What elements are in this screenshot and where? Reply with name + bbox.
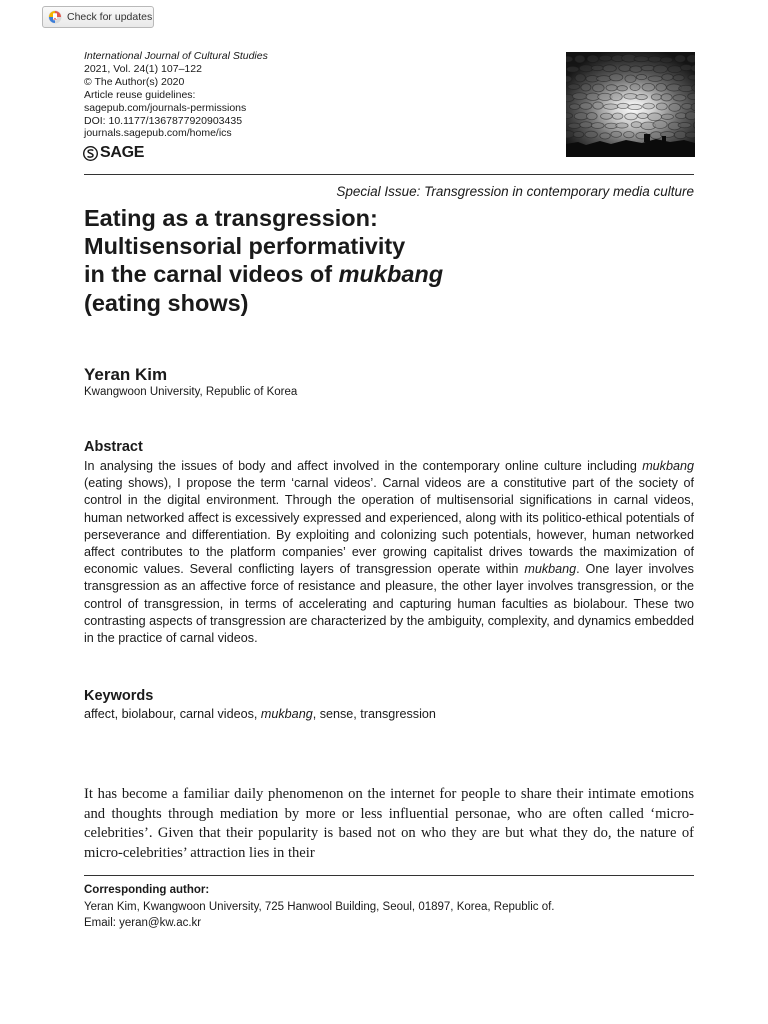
check-for-updates-button[interactable] [42,6,154,28]
abstract-emphasis-2: mukbang [524,562,577,577]
doi[interactable]: DOI: 10.1177/1367877920903435 [84,114,243,127]
corresponding-email[interactable]: Email: yeran@kw.ac.kr [84,917,202,929]
body-paragraph: It has become a familiar daily phenomenon on the internet for people to share their intimate emotions and thoughts through mediation by more or less influential personae, who are often called ‘micro-celebrities’. Given that their popularity is based not on who they are but what they do, the nature of micro-celebrities’ attraction lies in their [84,786,694,861]
title-emphasis: mukbang [338,261,444,288]
title-line-3 [84,260,443,288]
keywords-heading: Keywords [84,688,154,704]
sage-logo [83,144,144,162]
corresponding-author-heading: Corresponding author: [84,884,210,896]
title-line-2: Multisensorial performativity [84,233,406,260]
crossmark-icon [48,10,62,24]
keywords-list [84,707,436,721]
abstract-emphasis-1: mukbang [642,459,694,473]
keywords-part-3: , sense, transgression [312,707,436,721]
copyright: © The Author(s) 2020 [84,75,185,88]
footnote-rule [84,875,694,876]
reuse-guidelines: Article reuse guidelines: [84,88,196,101]
header-rule [84,174,694,175]
title-line-1: Eating as a transgression: [84,205,378,231]
article-title [84,204,443,317]
abstract-heading: Abstract [84,439,143,455]
journal-homepage-link[interactable]: journals.sagepub.com/home/ics [84,127,232,140]
title-line-3-text: in the carnal videos of [84,261,339,288]
check-for-updates-label: Check for updates [67,11,153,23]
permissions-link[interactable]: sagepub.com/journals-permissions [84,101,247,114]
abstract-text [84,458,694,647]
abstract-part-1: In analysing the issues of body and affect involved in the contemporary online culture including [84,459,643,473]
special-issue-label: Special Issue: Transgression in contemporary media culture [336,184,694,199]
title-line-4: (eating shows) [84,289,249,316]
journal-name: International Journal of Cultural Studies [84,50,268,62]
author-name: Yeran Kim [84,365,168,384]
sage-s-icon [83,146,98,161]
author-affiliation: Kwangwoon University, Republic of Korea [84,386,298,398]
volume-info: 2021, Vol. 24(1) 107–122 [84,62,202,75]
keywords-emphasis: mukbang [260,707,313,721]
abstract-part-2: (eating shows), I propose the term ‘carnal videos’. Carnal videos are a constitutive part of the society of control in the digital environment. Through the operation of multisensorial significations in carnal videos, human networked affect is excessively expressed and experienced, along with its politico-ethical potentials of perseverance and differentiation. By exploiting and colonizing such potentials, however, human networked affect contributes to the platform companies’ ever growing capitalist drives towards the maximization of economic values. Several conflicting layers of transgression operate within [84,476,694,577]
sage-wordmark: SAGE [100,144,145,161]
journal-metadata [84,50,268,140]
corresponding-address: Yeran Kim, Kwangwoon University, 725 Hanwool Building, Seoul, 01897, Korea, Republic of. [84,901,555,913]
journal-cover-image [566,52,695,157]
abstract-part-3: . One layer involves transgression as an affective force of resistance and pleasure, the other layer involves transgression, or the control of transgression, in terms of accelerating and capturing human faculties as biolabour. These two contrasting aspects of transgression are characterized by the ambiguity, complexity, and dynamics embedded in the practice of carnal videos. [84,562,694,646]
keywords-part-1: affect, biolabour, carnal videos, [84,707,261,721]
